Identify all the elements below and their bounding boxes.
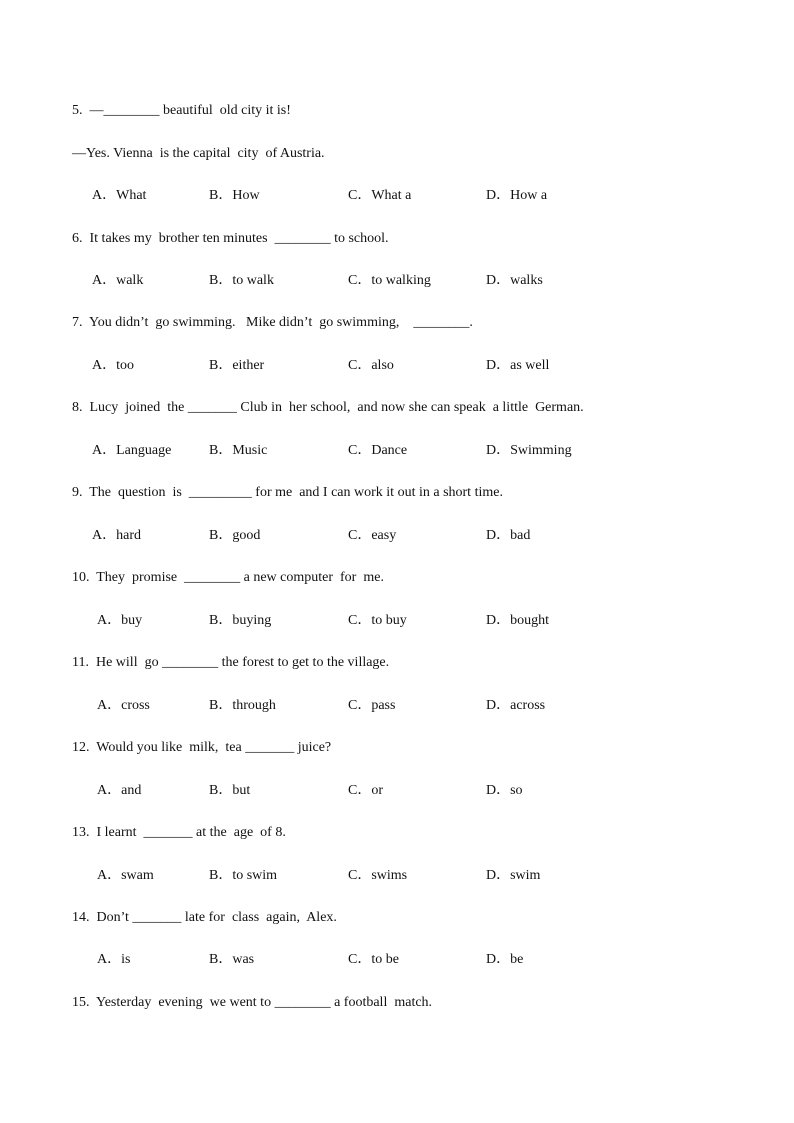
option-a: A．cross	[97, 698, 150, 713]
question-5-text: 5. —________ beautiful old city it is!	[72, 103, 291, 118]
option-a: A．too	[92, 358, 134, 373]
question-6-options	[92, 272, 612, 290]
question-12-options	[92, 782, 612, 800]
option-d: D．so	[486, 783, 523, 798]
option-c: C．to walking	[348, 273, 431, 288]
option-b: B．How	[209, 188, 260, 203]
question-9-text: 9. The question is _________ for me and I can work it out in a short time.	[72, 485, 503, 500]
option-b: B．but	[209, 783, 251, 798]
option-d: D．be	[486, 952, 524, 967]
question-12-text: 12. Would you like milk, tea _______ juice?	[72, 740, 332, 755]
option-c: C．easy	[348, 528, 397, 543]
question-7-options	[92, 357, 612, 375]
option-c: C．Dance	[348, 443, 408, 458]
question-9-options	[92, 527, 612, 545]
question-7-text: 7. You didn’t go swimming. Mike didn’t go swimming, ________.	[72, 315, 473, 330]
question-10-text: 10. They promise ________ a new computer for me.	[72, 570, 384, 585]
question-13-text: 13. I learnt _______ at the age of 8.	[72, 825, 286, 840]
question-10-options	[92, 612, 612, 630]
option-a: A．walk	[92, 273, 144, 288]
option-a: A．and	[97, 783, 142, 798]
option-d: D．across	[486, 698, 546, 713]
option-a: A．What	[92, 188, 147, 203]
question-11-options	[92, 697, 612, 715]
option-b: B．either	[209, 358, 265, 373]
option-b: B．Music	[209, 443, 268, 458]
option-b: B．to swim	[209, 868, 278, 883]
question-5-options	[92, 187, 612, 205]
option-a: A．hard	[92, 528, 141, 543]
question-15-text: 15. Yesterday evening we went to ________ a football match.	[72, 995, 433, 1010]
option-d: D．walks	[486, 273, 543, 288]
option-c: C．to be	[348, 952, 399, 967]
question-6-text: 6. It takes my brother ten minutes ________ to school.	[72, 231, 389, 246]
option-c: C．also	[348, 358, 394, 373]
question-8-options	[92, 442, 612, 460]
option-b: B．buying	[209, 613, 272, 628]
question-5-reply: —Yes. Vienna is the capital city of Austria.	[72, 146, 325, 161]
question-8-text: 8. Lucy joined the _______ Club in her school, and now she can speak a little German.	[72, 400, 584, 415]
question-14-options	[92, 951, 612, 969]
option-d: D．Swimming	[486, 443, 572, 458]
option-c: C．swims	[348, 868, 408, 883]
option-d: D．bad	[486, 528, 531, 543]
option-b: B．to walk	[209, 273, 274, 288]
option-c: C．to buy	[348, 613, 407, 628]
option-a: A．is	[97, 952, 131, 967]
option-c: C．pass	[348, 698, 396, 713]
option-a: A．swam	[97, 868, 154, 883]
question-13-options	[92, 867, 612, 885]
option-a: A．Language	[92, 443, 172, 458]
option-d: D．as well	[486, 358, 550, 373]
option-c: C．or	[348, 783, 383, 798]
option-d: D．bought	[486, 613, 549, 628]
option-a: A．buy	[97, 613, 143, 628]
option-b: B．was	[209, 952, 255, 967]
option-c: C．What a	[348, 188, 412, 203]
question-11-text: 11. He will go ________ the forest to get to the village.	[72, 655, 390, 670]
option-d: D．How a	[486, 188, 548, 203]
option-d: D．swim	[486, 868, 541, 883]
option-b: B．good	[209, 528, 261, 543]
question-14-text: 14. Don’t _______ late for class again, Alex.	[72, 910, 337, 925]
option-b: B．through	[209, 698, 276, 713]
